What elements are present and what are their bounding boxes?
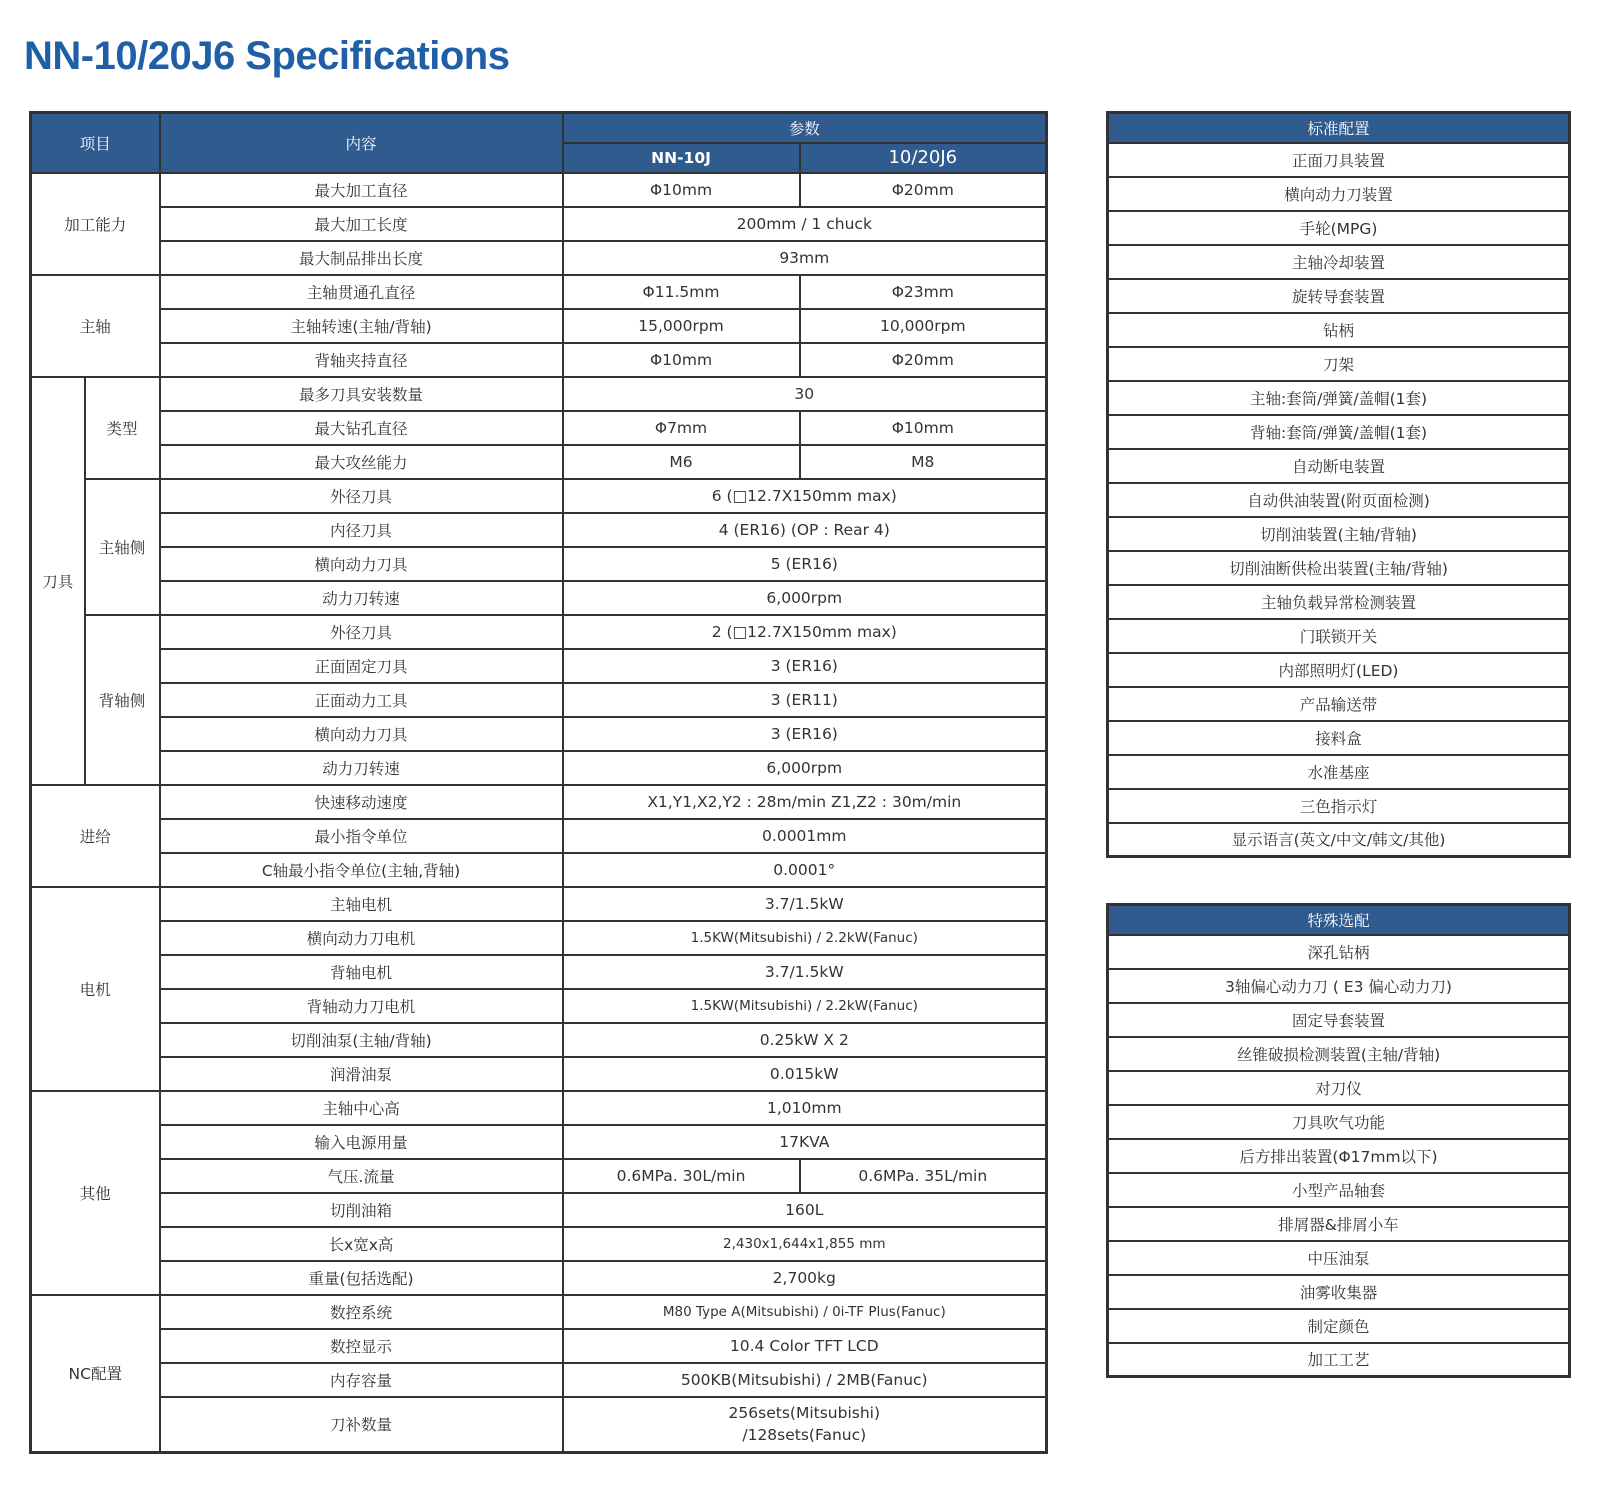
list-item-label: 刀具吹气功能 (1108, 1105, 1570, 1139)
row-value: 30 (563, 377, 1047, 411)
list-item (1108, 1003, 1570, 1037)
list-item-label: 固定导套装置 (1108, 1003, 1570, 1037)
row-value-1020j6: Φ23mm (800, 275, 1047, 309)
special-options-list (1108, 935, 1570, 1377)
row-value-nn10j: Φ10mm (563, 173, 800, 207)
list-item-label: 显示语言(英文/中文/韩文/其他) (1108, 823, 1570, 857)
list-item (1108, 1343, 1570, 1377)
row-label: 动力刀转速 (160, 581, 563, 615)
list-item (1108, 585, 1570, 619)
row-label: 重量(包括选配) (160, 1261, 563, 1295)
list-item (1108, 935, 1570, 969)
list-item (1108, 347, 1570, 381)
subgroup-main-side: 主轴侧 (85, 479, 160, 615)
list-item-label: 三色指示灯 (1108, 789, 1570, 823)
list-item (1108, 969, 1570, 1003)
header-model-nn10j: NN-10J (563, 143, 800, 173)
list-item-label: 内部照明灯(LED) (1108, 653, 1570, 687)
group-motor: 电机 (31, 887, 160, 1091)
list-item (1108, 721, 1570, 755)
row-value: 0.0001mm (563, 819, 1047, 853)
table-row (31, 513, 1047, 547)
row-value: M80 Type A(Mitsubishi) / 0i-TF Plus(Fanuc) (563, 1295, 1047, 1329)
table-row (31, 1295, 1047, 1329)
list-item (1108, 823, 1570, 857)
row-value (563, 1397, 1047, 1453)
table-row (31, 581, 1047, 615)
table-row (31, 1363, 1047, 1397)
table-row (31, 309, 1047, 343)
list-item-label: 自动供油装置(附页面检测) (1108, 483, 1570, 517)
table-row (31, 1329, 1047, 1363)
list-item (1108, 415, 1570, 449)
table-row (31, 207, 1047, 241)
row-value-nn10j: M6 (563, 445, 800, 479)
list-item (1108, 313, 1570, 347)
list-item (1108, 687, 1570, 721)
list-item (1108, 517, 1570, 551)
row-label: 数控显示 (160, 1329, 563, 1363)
row-value-1020j6: Φ20mm (800, 343, 1047, 377)
row-label: 内径刀具 (160, 513, 563, 547)
row-label: 刀补数量 (160, 1397, 563, 1453)
list-item-label: 水准基座 (1108, 755, 1570, 789)
list-item-label: 横向动力刀装置 (1108, 177, 1570, 211)
list-item-label: 接料盒 (1108, 721, 1570, 755)
table-row (31, 955, 1047, 989)
list-item (1108, 483, 1570, 517)
table-row (31, 1091, 1047, 1125)
subgroup-back-side: 背轴侧 (85, 615, 160, 785)
row-value: 500KB(Mitsubishi) / 2MB(Fanuc) (563, 1363, 1047, 1397)
list-item-label: 刀架 (1108, 347, 1570, 381)
group-other: 其他 (31, 1091, 160, 1295)
standard-config-header: 标准配置 (1108, 113, 1570, 143)
table-row (31, 241, 1047, 275)
list-item (1108, 245, 1570, 279)
row-label: 最大钻孔直径 (160, 411, 563, 445)
row-value: 3 (ER11) (563, 683, 1047, 717)
table-row (31, 853, 1047, 887)
list-item-label: 主轴:套筒/弹簧/盖帽(1套) (1108, 381, 1570, 415)
row-value-1020j6: M8 (800, 445, 1047, 479)
row-value-1020j6: 0.6MPa. 35L/min (800, 1159, 1047, 1193)
table-row (31, 343, 1047, 377)
table-row (31, 649, 1047, 683)
row-value-nn10j: Φ10mm (563, 343, 800, 377)
table-row (31, 411, 1047, 445)
row-label: 正面固定刀具 (160, 649, 563, 683)
row-value: 1.5KW(Mitsubishi) / 2.2kW(Fanuc) (563, 921, 1047, 955)
row-value-1020j6: Φ20mm (800, 173, 1047, 207)
list-item (1108, 381, 1570, 415)
row-value: 6,000rpm (563, 581, 1047, 615)
row-label: C轴最小指令单位(主轴,背轴) (160, 853, 563, 887)
standard-config-list (1108, 143, 1570, 857)
row-label: 切削油箱 (160, 1193, 563, 1227)
row-value-line: 256sets(Mitsubishi) (728, 1404, 880, 1423)
table-row (31, 547, 1047, 581)
table-row (31, 377, 1047, 411)
list-item (1108, 653, 1570, 687)
row-label: 最大攻丝能力 (160, 445, 563, 479)
row-label: 最大加工直径 (160, 173, 563, 207)
list-item (1108, 279, 1570, 313)
row-label: 主轴中心高 (160, 1091, 563, 1125)
list-item (1108, 1309, 1570, 1343)
list-item (1108, 1071, 1570, 1105)
group-tooling: 刀具 (31, 377, 85, 785)
list-item-label: 制定颜色 (1108, 1309, 1570, 1343)
row-value: 17KVA (563, 1125, 1047, 1159)
row-value: 2,700kg (563, 1261, 1047, 1295)
table-row (31, 1193, 1047, 1227)
table-row (31, 1397, 1047, 1453)
table-row (31, 1023, 1047, 1057)
row-value: 10.4 Color TFT LCD (563, 1329, 1047, 1363)
row-label: 主轴电机 (160, 887, 563, 921)
row-label: 长x宽x高 (160, 1227, 563, 1261)
table-row (31, 173, 1047, 207)
list-item-label: 门联锁开关 (1108, 619, 1570, 653)
row-value: 160L (563, 1193, 1047, 1227)
row-value: 0.015kW (563, 1057, 1047, 1091)
group-machining: 加工能力 (31, 173, 160, 275)
table-row (31, 445, 1047, 479)
row-value: 1.5KW(Mitsubishi) / 2.2kW(Fanuc) (563, 989, 1047, 1023)
list-item (1108, 1037, 1570, 1071)
row-label: 背轴动力刀电机 (160, 989, 563, 1023)
row-label: 外径刀具 (160, 615, 563, 649)
list-item-label: 油雾收集器 (1108, 1275, 1570, 1309)
table-row (31, 921, 1047, 955)
standard-config-table (1106, 111, 1571, 858)
row-label: 横向动力刀电机 (160, 921, 563, 955)
list-item (1108, 619, 1570, 653)
list-item-label: 深孔钻柄 (1108, 935, 1570, 969)
row-label: 润滑油泵 (160, 1057, 563, 1091)
list-item-label: 手轮(MPG) (1108, 211, 1570, 245)
list-item-label: 主轴负载异常检测装置 (1108, 585, 1570, 619)
row-value: 3.7/1.5kW (563, 955, 1047, 989)
row-label: 主轴贯通孔直径 (160, 275, 563, 309)
list-item-label: 排屑器&排屑小车 (1108, 1207, 1570, 1241)
table-row (31, 479, 1047, 513)
row-value: 5 (ER16) (563, 547, 1047, 581)
row-label: 主轴转速(主轴/背轴) (160, 309, 563, 343)
list-item-label: 正面刀具装置 (1108, 143, 1570, 177)
group-spindle: 主轴 (31, 275, 160, 377)
row-label: 正面动力工具 (160, 683, 563, 717)
list-item-label: 切削油装置(主轴/背轴) (1108, 517, 1570, 551)
row-label: 气压.流量 (160, 1159, 563, 1193)
row-value-nn10j: 15,000rpm (563, 309, 800, 343)
row-value: 3 (ER16) (563, 717, 1047, 751)
list-item-label: 背轴:套筒/弹簧/盖帽(1套) (1108, 415, 1570, 449)
row-value-1020j6: Φ10mm (800, 411, 1047, 445)
table-row (31, 717, 1047, 751)
row-label: 外径刀具 (160, 479, 563, 513)
list-item-label: 自动断电装置 (1108, 449, 1570, 483)
list-item-label: 对刀仪 (1108, 1071, 1570, 1105)
row-value: 6,000rpm (563, 751, 1047, 785)
specifications-table (29, 111, 1048, 1454)
row-value: 93mm (563, 241, 1047, 275)
table-row (31, 1261, 1047, 1295)
row-value-nn10j: 0.6MPa. 30L/min (563, 1159, 800, 1193)
page-title: NN-10/20J6 Specifications (24, 34, 510, 78)
table-row (31, 1227, 1047, 1261)
row-label: 输入电源用量 (160, 1125, 563, 1159)
header-row (1108, 905, 1570, 935)
subgroup-tool-type: 类型 (85, 377, 160, 479)
row-value: 0.0001° (563, 853, 1047, 887)
list-item-label: 旋转导套装置 (1108, 279, 1570, 313)
row-label: 数控系统 (160, 1295, 563, 1329)
list-item (1108, 1173, 1570, 1207)
table-row (31, 751, 1047, 785)
list-item-label: 加工工艺 (1108, 1343, 1570, 1377)
list-item (1108, 1139, 1570, 1173)
row-label: 背轴夹持直径 (160, 343, 563, 377)
table-row (31, 615, 1047, 649)
list-item-label: 3轴偏心动力刀 ( E3 偏心动力刀) (1108, 969, 1570, 1003)
row-label: 切削油泵(主轴/背轴) (160, 1023, 563, 1057)
row-label: 最大加工长度 (160, 207, 563, 241)
list-item-label: 中压油泵 (1108, 1241, 1570, 1275)
group-nc: NC配置 (31, 1295, 160, 1453)
table-row (31, 887, 1047, 921)
header-row (31, 113, 1047, 143)
row-label: 最小指令单位 (160, 819, 563, 853)
row-value: 6 (□12.7X150mm max) (563, 479, 1047, 513)
row-value: 2 (□12.7X150mm max) (563, 615, 1047, 649)
row-value-nn10j: Φ11.5mm (563, 275, 800, 309)
table-row (31, 1057, 1047, 1091)
row-label: 快速移动速度 (160, 785, 563, 819)
row-value-1020j6: 10,000rpm (800, 309, 1047, 343)
row-label: 横向动力刀具 (160, 717, 563, 751)
list-item-label: 切削油断供检出装置(主轴/背轴) (1108, 551, 1570, 585)
list-item (1108, 1105, 1570, 1139)
header-content: 内容 (160, 113, 563, 173)
row-value: 0.25kW X 2 (563, 1023, 1047, 1057)
list-item-label: 后方排出装置(Φ17mm以下) (1108, 1139, 1570, 1173)
table-row (31, 1125, 1047, 1159)
row-value-nn10j: Φ7mm (563, 411, 800, 445)
row-value: X1,Y1,X2,Y2 : 28m/min Z1,Z2 : 30m/min (563, 785, 1047, 819)
list-item-label: 产品输送带 (1108, 687, 1570, 721)
list-item-label: 主轴冷却装置 (1108, 245, 1570, 279)
list-item (1108, 789, 1570, 823)
table-row (31, 275, 1047, 309)
list-item (1108, 143, 1570, 177)
header-row (1108, 113, 1570, 143)
header-model-1020j6: 10/20J6 (800, 143, 1047, 173)
list-item (1108, 1207, 1570, 1241)
group-feed: 进给 (31, 785, 160, 887)
list-item (1108, 449, 1570, 483)
row-label: 内存容量 (160, 1363, 563, 1397)
special-options-header: 特殊选配 (1108, 905, 1570, 935)
table-row (31, 785, 1047, 819)
row-value-line: /128sets(Fanuc) (742, 1426, 867, 1445)
row-value: 2,430x1,644x1,855 mm (563, 1227, 1047, 1261)
row-label: 背轴电机 (160, 955, 563, 989)
row-value: 200mm / 1 chuck (563, 207, 1047, 241)
row-value: 3.7/1.5kW (563, 887, 1047, 921)
list-item (1108, 755, 1570, 789)
table-row (31, 683, 1047, 717)
row-label: 最多刀具安装数量 (160, 377, 563, 411)
table-row (31, 989, 1047, 1023)
list-item-label: 丝锥破损检测装置(主轴/背轴) (1108, 1037, 1570, 1071)
row-value: 4 (ER16) (OP : Rear 4) (563, 513, 1047, 547)
header-params: 参数 (563, 113, 1047, 143)
row-label: 最大制品排出长度 (160, 241, 563, 275)
header-item: 项目 (31, 113, 160, 173)
list-item-label: 钻柄 (1108, 313, 1570, 347)
row-label: 动力刀转速 (160, 751, 563, 785)
list-item-label: 小型产品轴套 (1108, 1173, 1570, 1207)
list-item (1108, 211, 1570, 245)
special-options-table (1106, 903, 1571, 1378)
list-item (1108, 551, 1570, 585)
list-item (1108, 177, 1570, 211)
row-label: 横向动力刀具 (160, 547, 563, 581)
table-row (31, 819, 1047, 853)
row-value: 1,010mm (563, 1091, 1047, 1125)
list-item (1108, 1275, 1570, 1309)
row-value: 3 (ER16) (563, 649, 1047, 683)
list-item (1108, 1241, 1570, 1275)
table-row (31, 1159, 1047, 1193)
